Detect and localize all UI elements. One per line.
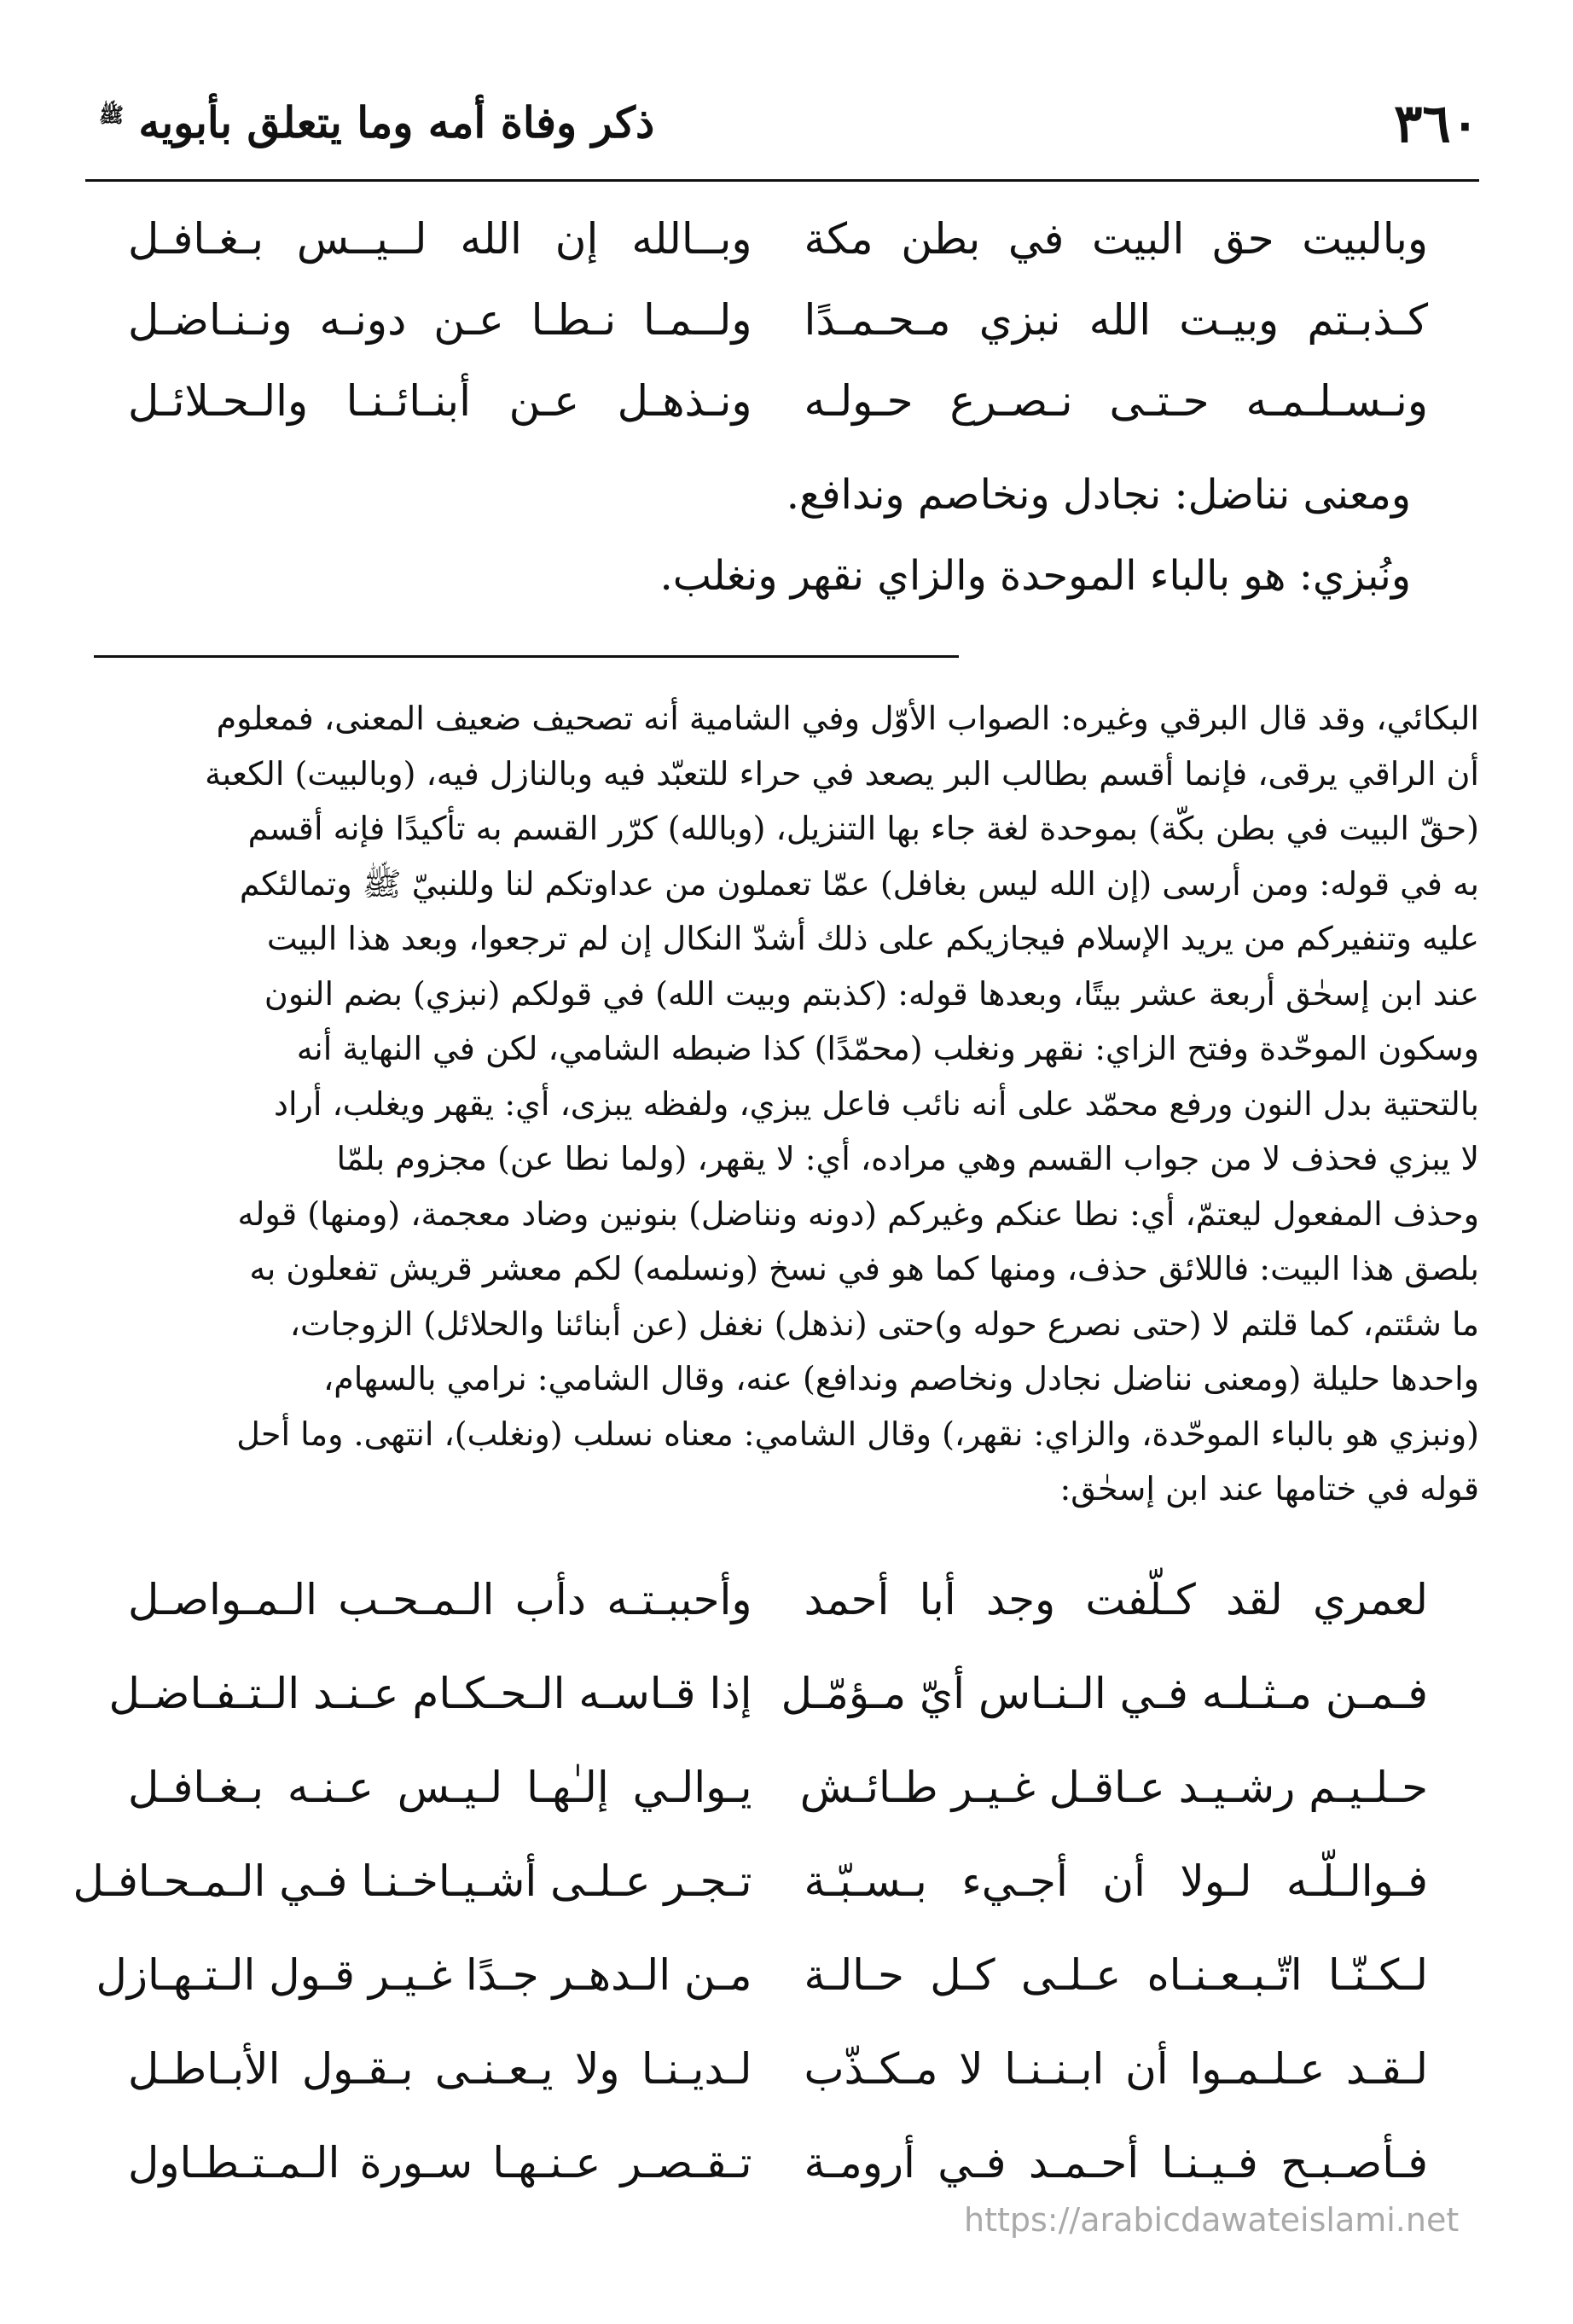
page-header bbox=[94, 85, 1479, 171]
hemistich-second: وبــالله إن الله لــيــس بـغـافـل bbox=[128, 214, 752, 264]
hemistich-first: لـقـد عـلـمـوا أن ابـنـنـا لا مـكـذّب bbox=[804, 2044, 1428, 2094]
hemistich-first: فـأصـبـح فـيـنـا أحـمـد فـي أرومـة bbox=[804, 2138, 1428, 2187]
commentary-line: قوله في ختامها عند ابن إسحٰق: bbox=[1059, 1470, 1479, 1508]
verse bbox=[128, 200, 1428, 277]
hemistich-second: ونـذهـل عـن أبنـائـنـا والـحـلائـل bbox=[128, 376, 752, 426]
hemistich-second: لـديـنـا ولا يـعـنـى بـقـول الأبـاطـل bbox=[128, 2044, 752, 2094]
hemistich-second: ولــمـا نـطـا عـن دونـه ونـنـاضـل bbox=[128, 295, 752, 345]
hemistich-first: وبالبيت حق البيت في بطن مكة bbox=[804, 214, 1428, 264]
hemistich-first: لعمري لقد كـلّفت وجد أبا أحمد bbox=[804, 1575, 1428, 1624]
gloss-line: ومعنى نناضل: نجادل ونخاصم وندافع. bbox=[786, 471, 1411, 519]
verse bbox=[108, 1655, 1428, 1732]
gloss-line: ونُبزي: هو بالباء الموحدة والزاي نقهر ونغلب. bbox=[659, 552, 1411, 600]
hemistich-first: فـوالـلّـه لـولا أن أجـيء بـسـبّـة bbox=[804, 1856, 1428, 1906]
verse bbox=[128, 363, 1428, 439]
page-number: ٣٦٠ bbox=[1394, 92, 1479, 154]
commentary-line: به في قوله: ومن أرسى (إن الله ليس بغافل) عمّا تعملون من عداوتكم لنا وللنبيّ ﷺ وتمالئكم bbox=[239, 864, 1479, 903]
commentary-line: عند ابن إسحٰق أربعة عشر بيتًا، وبعدها قوله: (كذبتم وبيت الله) في قولكم (نبزي) بضم النون bbox=[264, 974, 1479, 1013]
commentary-line: واحدها حليلة (ومعنى نناضل نجادل ونخاصم وندافع) عنه، وقال الشامي: نرامي بالسهام، bbox=[322, 1360, 1479, 1397]
commentary-line: وسكون الموحّدة وفتح الزاي: نقهر ونغلب (محمّدًا) كذا ضبطه الشامي، لكن في النهاية أنه bbox=[296, 1030, 1479, 1067]
hemistich-first: كـذبـتم وبيـت الله نبزي مـحـمـدًا bbox=[804, 295, 1428, 345]
hemistich-first: فـمـن مـثـلـه فـي الـنـاس أيّ مـؤمّـل bbox=[781, 1669, 1428, 1718]
verse bbox=[128, 1561, 1428, 1638]
hemistich-second: يـوالـي إلـٰهـا لـيـس عـنـه بـغـافـل bbox=[128, 1763, 752, 1812]
commentary-line: البكائي، وقد قال البرقي وغيره: الصواب الأوّل وفي الشامية أنه تصحيف ضعيف المعنى، فمعلوم bbox=[216, 700, 1479, 737]
hemistich-second: تـقـصـر عـنـهـا سـورة الـمـتـطـاول bbox=[128, 2138, 752, 2187]
commentary-line: (ونبزي هو بالباء الموحّدة، والزاي: نقهر،) وقال الشامي: معناه نسلب (ونغلب)، انتهى. وما أحل bbox=[236, 1415, 1479, 1453]
commentary-line: بالتحتية بدل النون ورفع محمّد على أنه نائب فاعل يبزي، ولفظه يبزى، أي: يقهر ويغلب، أراد bbox=[274, 1084, 1479, 1123]
verse bbox=[128, 2031, 1428, 2107]
verse bbox=[96, 1937, 1428, 2013]
hemistich-second: مـن الـدهـر جـدًا غـيـر قـول الـتـهـازل bbox=[96, 1950, 752, 2000]
hemistich-first: حـلـيـم رشـيـد عـاقـل غـيـر طـائـش bbox=[799, 1763, 1428, 1812]
verse bbox=[128, 1749, 1428, 1826]
commentary-line: وحذف المفعول ليعتمّ، أي: نطا عنكم وغيركم (دونه ونناضل) بنونين وضاد معجمة، (ومنها) قوله bbox=[237, 1194, 1479, 1233]
commentary-line: عليه وتنفيركم من يريد الإسلام فيجازيكم على ذلك أشدّ النكال إن لم ترجعوا، وبعد هذا البيت bbox=[266, 920, 1479, 957]
commentary-line: (حقّ البيت في بطن بكّة) بموحدة لغة جاء بها التنزيل، (وبالله) كرّر القسم به تأكيدًا فإنه أقسم bbox=[247, 810, 1479, 847]
commentary-line: ما شئتم، كما قلتم لا (حتى نصرع حوله و)حتى (نذهل) نغفل (عن أبنائنا والحلائل) الزوجات، bbox=[289, 1304, 1479, 1343]
hemistich-first: لـكـنّـا اتّـبـعـنـاه عـلـى كـل حـالـة bbox=[804, 1950, 1428, 2000]
hemistich-second: تـجـر عـلـى أشـيـاخـنـا فـي الـمـحـافـل bbox=[73, 1856, 752, 1906]
commentary-divider bbox=[94, 655, 959, 658]
hemistich-second: وأحببـتـه دأب الـمـحـب الـمـواصـل bbox=[128, 1575, 752, 1624]
watermark-url: https://arabicdawateislami.net bbox=[964, 2201, 1460, 2239]
commentary-line: أن الراقي يرقى، فإنما أقسم بطالب البر يصعد في حراء للتعبّد فيه وبالنازل فيه، (وبالبيت) الكعبة bbox=[205, 754, 1479, 793]
running-title-text: ذكر وفاة أمه وما يتعلق بأبويه bbox=[138, 97, 655, 148]
header-divider bbox=[85, 179, 1479, 182]
honorific-symbol: ﷺ bbox=[99, 102, 124, 128]
verse bbox=[73, 1843, 1428, 1920]
running-title bbox=[94, 97, 654, 148]
verse bbox=[128, 2124, 1428, 2201]
hemistich-second: إذا قـاسـه الـحـكـام عـنـد الـتـفـاضـل bbox=[108, 1669, 752, 1718]
commentary-line: بلصق هذا البيت: فاللائق حذف، ومنها كما هو في نسخ (ونسلمه) لكم معشر قريش تفعلون به bbox=[249, 1250, 1479, 1287]
hemistich-first: ونـسـلـمـه حـتـى نـصـرع حـولـه bbox=[804, 376, 1428, 426]
commentary-line: لا يبزي فحذف لا من جواب القسم وهي مراده، أي: لا يقهر، (ولما نطا عن) مجزوم بلمّا bbox=[336, 1140, 1479, 1177]
verse bbox=[128, 282, 1428, 358]
commentary-block bbox=[94, 691, 1479, 1517]
